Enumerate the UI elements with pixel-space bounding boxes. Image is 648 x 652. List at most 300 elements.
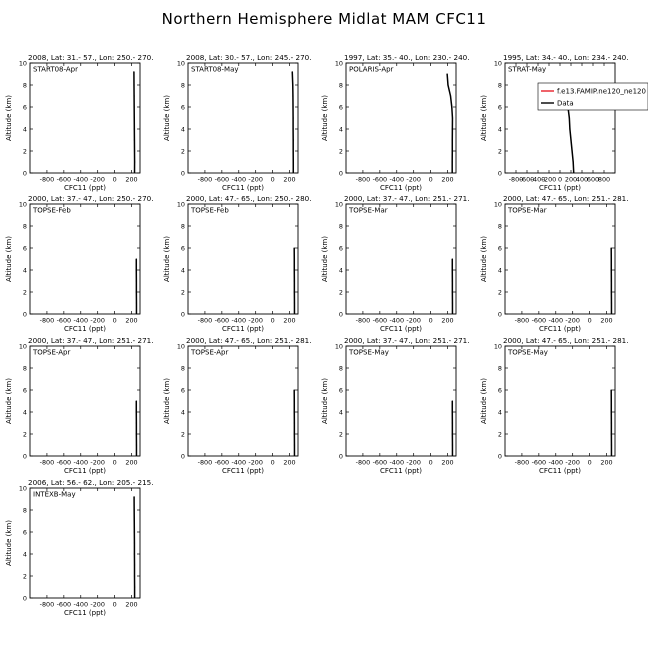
x-tick-label: -800 — [356, 317, 371, 325]
y-tick-label: 2 — [498, 430, 502, 438]
data-point — [611, 389, 612, 390]
x-tick-label: -200 — [90, 601, 105, 609]
y-tick-label: 6 — [181, 386, 185, 394]
data-point — [294, 302, 295, 303]
data-point — [452, 117, 453, 118]
x-tick-label: 0 — [429, 459, 433, 467]
data-point — [611, 411, 612, 412]
data-point — [294, 422, 295, 423]
data-point — [452, 422, 453, 423]
y-tick-label: 6 — [339, 386, 343, 394]
data-point — [294, 389, 295, 390]
legend-label-data: Data — [557, 100, 574, 108]
y-tick-label: 4 — [498, 266, 502, 274]
y-axis-label: Altitude (km) — [321, 236, 329, 282]
data-point — [294, 291, 295, 292]
x-tick-label: -200 — [406, 317, 421, 325]
data-point — [134, 161, 135, 162]
x-tick-label: -200 — [565, 459, 580, 467]
data-point — [136, 280, 137, 281]
x-tick-label: -600 — [520, 176, 535, 184]
x-tick-label: -400 — [390, 176, 405, 184]
data-point — [134, 564, 135, 565]
data-point — [134, 106, 135, 107]
y-tick-label: 2 — [23, 572, 27, 580]
data-point — [134, 575, 135, 576]
panel-title: 2000, Lat: 47.- 65., Lon: 251.- 281. — [186, 336, 312, 345]
data-point — [292, 95, 293, 96]
panel-title: 1997, Lat: 35.- 40., Lon: 230.- 240. — [344, 53, 470, 62]
y-tick-label: 6 — [23, 386, 27, 394]
y-tick-label: 4 — [498, 125, 502, 133]
data-point — [450, 95, 451, 96]
data-point — [134, 553, 135, 554]
y-tick-label: 6 — [498, 244, 502, 252]
x-tick-label: 0 — [113, 317, 117, 325]
x-tick-label: -400 — [74, 459, 89, 467]
x-tick-label: -200 — [90, 176, 105, 184]
data-point — [136, 400, 137, 401]
x-tick-label: -200 — [406, 176, 421, 184]
x-tick-label: 200 — [441, 459, 453, 467]
x-tick-label: -200 — [90, 317, 105, 325]
x-tick-label: -800 — [515, 317, 530, 325]
y-tick-label: 4 — [23, 266, 27, 274]
x-tick-label: 0 — [558, 176, 562, 184]
y-axis-label: Altitude (km) — [5, 95, 13, 141]
y-tick-label: 2 — [181, 430, 185, 438]
y-tick-label: 8 — [23, 506, 27, 514]
data-point — [611, 433, 612, 434]
x-tick-label: -600 — [373, 317, 388, 325]
y-axis-label: Altitude (km) — [480, 236, 488, 282]
y-tick-label: 6 — [23, 244, 27, 252]
data-point — [294, 411, 295, 412]
data-point — [452, 128, 453, 129]
data-point — [294, 258, 295, 259]
y-tick-label: 4 — [181, 125, 185, 133]
campaign-label: INTEXB-May — [33, 491, 76, 499]
y-tick-label: 0 — [23, 310, 27, 318]
x-tick-label: 600 — [587, 176, 599, 184]
data-point — [452, 411, 453, 412]
x-tick-label: 200 — [125, 176, 137, 184]
data-point — [452, 150, 453, 151]
data-point — [136, 269, 137, 270]
y-tick-label: 8 — [181, 364, 185, 372]
data-point — [134, 150, 135, 151]
x-tick-label: -400 — [74, 601, 89, 609]
x-tick-label: -200 — [90, 459, 105, 467]
y-tick-label: 8 — [339, 81, 343, 89]
panel-title: 2000, Lat: 37.- 47., Lon: 251.- 271. — [344, 336, 470, 345]
x-axis-label: CFC11 (ppt) — [64, 184, 106, 192]
data-point — [134, 531, 135, 532]
x-tick-label: -800 — [356, 176, 371, 184]
x-tick-label: 200 — [441, 317, 453, 325]
y-tick-label: 2 — [498, 288, 502, 296]
y-tick-label: 0 — [339, 169, 343, 177]
legend-label-model: f.e13.FAMIP.ne120_ne120 — [557, 88, 646, 96]
y-axis-label: Altitude (km) — [5, 520, 13, 566]
x-tick-label: 0 — [113, 601, 117, 609]
x-axis-label: CFC11 (ppt) — [539, 467, 581, 475]
y-axis-label: Altitude (km) — [163, 236, 171, 282]
y-tick-label: 2 — [23, 288, 27, 296]
y-tick-label: 4 — [498, 408, 502, 416]
data-point — [452, 291, 453, 292]
y-tick-label: 8 — [498, 364, 502, 372]
data-point — [294, 444, 295, 445]
data-point — [134, 586, 135, 587]
data-point — [611, 422, 612, 423]
data-point — [136, 444, 137, 445]
series-line-data — [134, 72, 135, 173]
data-point — [293, 139, 294, 140]
data-point — [611, 400, 612, 401]
y-tick-label: 8 — [339, 222, 343, 230]
data-point — [134, 117, 135, 118]
data-point — [611, 302, 612, 303]
x-tick-label: -200 — [406, 459, 421, 467]
x-tick-label: 0 — [429, 176, 433, 184]
data-point — [134, 520, 135, 521]
data-point — [294, 400, 295, 401]
x-tick-label: -600 — [57, 459, 72, 467]
y-tick-label: 10 — [494, 59, 502, 67]
data-point — [452, 258, 453, 259]
panel-title: 2000, Lat: 47.- 65., Lon: 251.- 281. — [503, 194, 629, 203]
data-point — [292, 106, 293, 107]
campaign-label: TOPSE-May — [348, 349, 389, 357]
y-tick-label: 4 — [339, 408, 343, 416]
panel-title: 2000, Lat: 47.- 65., Lon: 251.- 281. — [503, 336, 629, 345]
y-tick-label: 10 — [19, 484, 27, 492]
x-tick-label: 0 — [429, 317, 433, 325]
data-point — [452, 444, 453, 445]
y-tick-label: 2 — [339, 430, 343, 438]
x-tick-label: -400 — [232, 317, 247, 325]
y-tick-label: 6 — [181, 103, 185, 111]
y-tick-label: 0 — [339, 452, 343, 460]
x-tick-label: -400 — [549, 317, 564, 325]
panel-title: 2000, Lat: 37.- 47., Lon: 250.- 270. — [28, 194, 154, 203]
data-point — [134, 542, 135, 543]
y-tick-label: 10 — [335, 59, 343, 67]
x-tick-label: 200 — [125, 317, 137, 325]
y-tick-label: 6 — [181, 244, 185, 252]
campaign-label: TOPSE-Mar — [348, 207, 388, 215]
x-tick-label: -600 — [215, 176, 230, 184]
x-tick-label: -600 — [532, 317, 547, 325]
data-point — [611, 247, 612, 248]
y-tick-label: 4 — [23, 550, 27, 558]
x-axis-label: CFC11 (ppt) — [222, 467, 264, 475]
data-point — [292, 128, 293, 129]
campaign-label: TOPSE-Mar — [507, 207, 547, 215]
data-point — [569, 117, 570, 118]
y-tick-label: 6 — [23, 103, 27, 111]
x-tick-label: -800 — [198, 176, 213, 184]
campaign-label: TOPSE-May — [507, 349, 548, 357]
y-tick-label: 2 — [339, 288, 343, 296]
data-point — [611, 258, 612, 259]
data-point — [447, 73, 448, 74]
x-tick-label: 0 — [271, 317, 275, 325]
y-tick-label: 10 — [494, 200, 502, 208]
x-axis-label: CFC11 (ppt) — [380, 467, 422, 475]
x-tick-label: -800 — [40, 459, 55, 467]
x-tick-label: 200 — [600, 459, 612, 467]
y-tick-label: 8 — [498, 81, 502, 89]
x-tick-label: -600 — [373, 459, 388, 467]
data-point — [136, 302, 137, 303]
x-tick-label: -600 — [215, 317, 230, 325]
data-point — [292, 117, 293, 118]
y-tick-label: 2 — [23, 147, 27, 155]
y-tick-label: 10 — [19, 342, 27, 350]
y-tick-label: 8 — [181, 81, 185, 89]
y-tick-label: 10 — [19, 200, 27, 208]
data-point — [611, 291, 612, 292]
x-tick-label: 0 — [113, 459, 117, 467]
data-point — [294, 280, 295, 281]
data-point — [134, 509, 135, 510]
y-tick-label: 2 — [181, 147, 185, 155]
x-tick-label: -400 — [232, 176, 247, 184]
x-tick-label: -800 — [40, 176, 55, 184]
y-tick-label: 0 — [23, 169, 27, 177]
x-tick-label: 200 — [600, 317, 612, 325]
x-tick-label: -600 — [57, 317, 72, 325]
y-tick-label: 6 — [23, 528, 27, 536]
x-tick-label: 200 — [125, 459, 137, 467]
y-tick-label: 8 — [23, 81, 27, 89]
x-tick-label: -200 — [248, 317, 263, 325]
x-tick-label: -200 — [248, 459, 263, 467]
y-tick-label: 6 — [339, 103, 343, 111]
x-tick-label: 0 — [271, 459, 275, 467]
data-point — [611, 269, 612, 270]
y-tick-label: 10 — [177, 200, 185, 208]
x-tick-label: 200 — [125, 601, 137, 609]
data-point — [136, 433, 137, 434]
x-tick-label: -200 — [542, 176, 557, 184]
campaign-label: STRAT-May — [508, 66, 546, 74]
x-tick-label: -400 — [232, 459, 247, 467]
data-point — [133, 496, 134, 497]
y-axis-label: Altitude (km) — [5, 378, 13, 424]
x-tick-label: 800 — [598, 176, 610, 184]
data-point — [611, 280, 612, 281]
y-tick-label: 0 — [339, 310, 343, 318]
campaign-label: TOPSE-Apr — [190, 349, 228, 357]
data-point — [452, 280, 453, 281]
figure-title: Northern Hemisphere Midlat MAM CFC11 — [162, 10, 487, 28]
panel-title: 2000, Lat: 47.- 65., Lon: 250.- 280. — [186, 194, 312, 203]
data-point — [134, 139, 135, 140]
y-tick-label: 2 — [498, 147, 502, 155]
y-tick-label: 10 — [177, 342, 185, 350]
y-axis-label: Altitude (km) — [5, 236, 13, 282]
y-tick-label: 0 — [498, 169, 502, 177]
y-tick-label: 0 — [181, 452, 185, 460]
x-tick-label: -600 — [57, 176, 72, 184]
x-tick-label: -400 — [74, 176, 89, 184]
data-point — [292, 84, 293, 85]
x-axis-label: CFC11 (ppt) — [539, 325, 581, 333]
x-axis-label: CFC11 (ppt) — [380, 184, 422, 192]
y-tick-label: 10 — [335, 200, 343, 208]
y-tick-label: 2 — [181, 288, 185, 296]
y-tick-label: 10 — [177, 59, 185, 67]
y-tick-label: 0 — [498, 310, 502, 318]
y-axis-label: Altitude (km) — [163, 95, 171, 141]
x-tick-label: -800 — [509, 176, 524, 184]
y-tick-label: 2 — [23, 430, 27, 438]
x-tick-label: -400 — [390, 459, 405, 467]
x-tick-label: -800 — [40, 601, 55, 609]
x-tick-label: 400 — [576, 176, 588, 184]
x-tick-label: -800 — [515, 459, 530, 467]
y-tick-label: 6 — [498, 386, 502, 394]
y-tick-label: 4 — [181, 266, 185, 274]
y-axis-label: Altitude (km) — [321, 95, 329, 141]
x-tick-label: 0 — [588, 459, 592, 467]
x-tick-label: -800 — [356, 459, 371, 467]
x-tick-label: 200 — [441, 176, 453, 184]
x-axis-label: CFC11 (ppt) — [222, 325, 264, 333]
campaign-label: TOPSE-Feb — [32, 207, 71, 215]
x-tick-label: -600 — [215, 459, 230, 467]
y-axis-label: Altitude (km) — [480, 95, 488, 141]
x-tick-label: -400 — [390, 317, 405, 325]
y-tick-label: 0 — [181, 169, 185, 177]
legend — [538, 83, 648, 110]
x-tick-label: -600 — [57, 601, 72, 609]
campaign-label: TOPSE-Apr — [32, 349, 70, 357]
panel-title: 2008, Lat: 31.- 57., Lon: 250.- 270. — [28, 53, 154, 62]
data-point — [452, 161, 453, 162]
y-tick-label: 0 — [498, 452, 502, 460]
y-tick-label: 10 — [494, 342, 502, 350]
data-point — [452, 302, 453, 303]
x-tick-label: -200 — [565, 317, 580, 325]
x-tick-label: -800 — [198, 459, 213, 467]
data-point — [452, 269, 453, 270]
series-line-data — [134, 497, 135, 598]
y-tick-label: 10 — [19, 59, 27, 67]
data-point — [573, 161, 574, 162]
y-tick-label: 2 — [339, 147, 343, 155]
x-axis-label: CFC11 (ppt) — [64, 609, 106, 617]
x-tick-label: 200 — [283, 459, 295, 467]
y-axis-label: Altitude (km) — [480, 378, 488, 424]
data-point — [133, 71, 134, 72]
x-axis-label: CFC11 (ppt) — [222, 184, 264, 192]
panel-title: 2000, Lat: 37.- 47., Lon: 251.- 271. — [28, 336, 154, 345]
y-tick-label: 4 — [23, 125, 27, 133]
x-tick-label: -400 — [549, 459, 564, 467]
x-tick-label: 0 — [113, 176, 117, 184]
x-tick-label: -200 — [248, 176, 263, 184]
panel-title: 1995, Lat: 34.- 40., Lon: 234.- 240. — [503, 53, 629, 62]
data-point — [294, 269, 295, 270]
y-tick-label: 0 — [23, 594, 27, 602]
x-axis-label: CFC11 (ppt) — [380, 325, 422, 333]
data-point — [452, 400, 453, 401]
data-point — [292, 71, 293, 72]
data-point — [136, 411, 137, 412]
data-point — [134, 128, 135, 129]
x-tick-label: -600 — [373, 176, 388, 184]
data-point — [136, 422, 137, 423]
y-tick-label: 8 — [498, 222, 502, 230]
y-tick-label: 4 — [339, 125, 343, 133]
data-point — [133, 95, 134, 96]
x-tick-label: 200 — [283, 176, 295, 184]
x-tick-label: -400 — [531, 176, 546, 184]
y-tick-label: 8 — [23, 222, 27, 230]
x-tick-label: 0 — [588, 317, 592, 325]
panel-title: 2006, Lat: 56.- 62., Lon: 205.- 215. — [28, 478, 154, 487]
data-point — [447, 84, 448, 85]
y-tick-label: 10 — [335, 342, 343, 350]
data-point — [294, 247, 295, 248]
x-axis-label: CFC11 (ppt) — [64, 467, 106, 475]
data-point — [572, 150, 573, 151]
data-point — [294, 433, 295, 434]
x-axis-label: CFC11 (ppt) — [64, 325, 106, 333]
panel-title: 2000, Lat: 37.- 47., Lon: 251.- 271. — [344, 194, 470, 203]
y-tick-label: 6 — [339, 244, 343, 252]
y-tick-label: 0 — [23, 452, 27, 460]
panel-title: 2008, Lat: 30.- 57., Lon: 245.- 270. — [186, 53, 312, 62]
campaign-label: START08-May — [191, 66, 239, 74]
data-point — [136, 291, 137, 292]
data-point — [293, 161, 294, 162]
x-axis-label: CFC11 (ppt) — [539, 184, 581, 192]
x-tick-label: -800 — [40, 317, 55, 325]
y-tick-label: 8 — [339, 364, 343, 372]
x-tick-label: 0 — [271, 176, 275, 184]
y-tick-label: 6 — [498, 103, 502, 111]
y-tick-label: 0 — [181, 310, 185, 318]
y-tick-label: 8 — [181, 222, 185, 230]
y-axis-label: Altitude (km) — [321, 378, 329, 424]
y-tick-label: 4 — [23, 408, 27, 416]
data-point — [452, 433, 453, 434]
y-tick-label: 4 — [181, 408, 185, 416]
data-point — [452, 139, 453, 140]
x-tick-label: -600 — [532, 459, 547, 467]
data-point — [451, 106, 452, 107]
data-point — [133, 84, 134, 85]
data-point — [293, 150, 294, 151]
y-axis-label: Altitude (km) — [163, 378, 171, 424]
x-tick-label: -400 — [74, 317, 89, 325]
y-tick-label: 4 — [339, 266, 343, 274]
data-point — [611, 444, 612, 445]
x-tick-label: 200 — [283, 317, 295, 325]
campaign-label: POLARIS-Apr — [349, 66, 394, 74]
data-point — [136, 258, 137, 259]
campaign-label: TOPSE-Feb — [190, 207, 229, 215]
y-tick-label: 8 — [23, 364, 27, 372]
data-point — [569, 128, 570, 129]
x-tick-label: -800 — [198, 317, 213, 325]
campaign-label: START08-Apr — [33, 66, 78, 74]
